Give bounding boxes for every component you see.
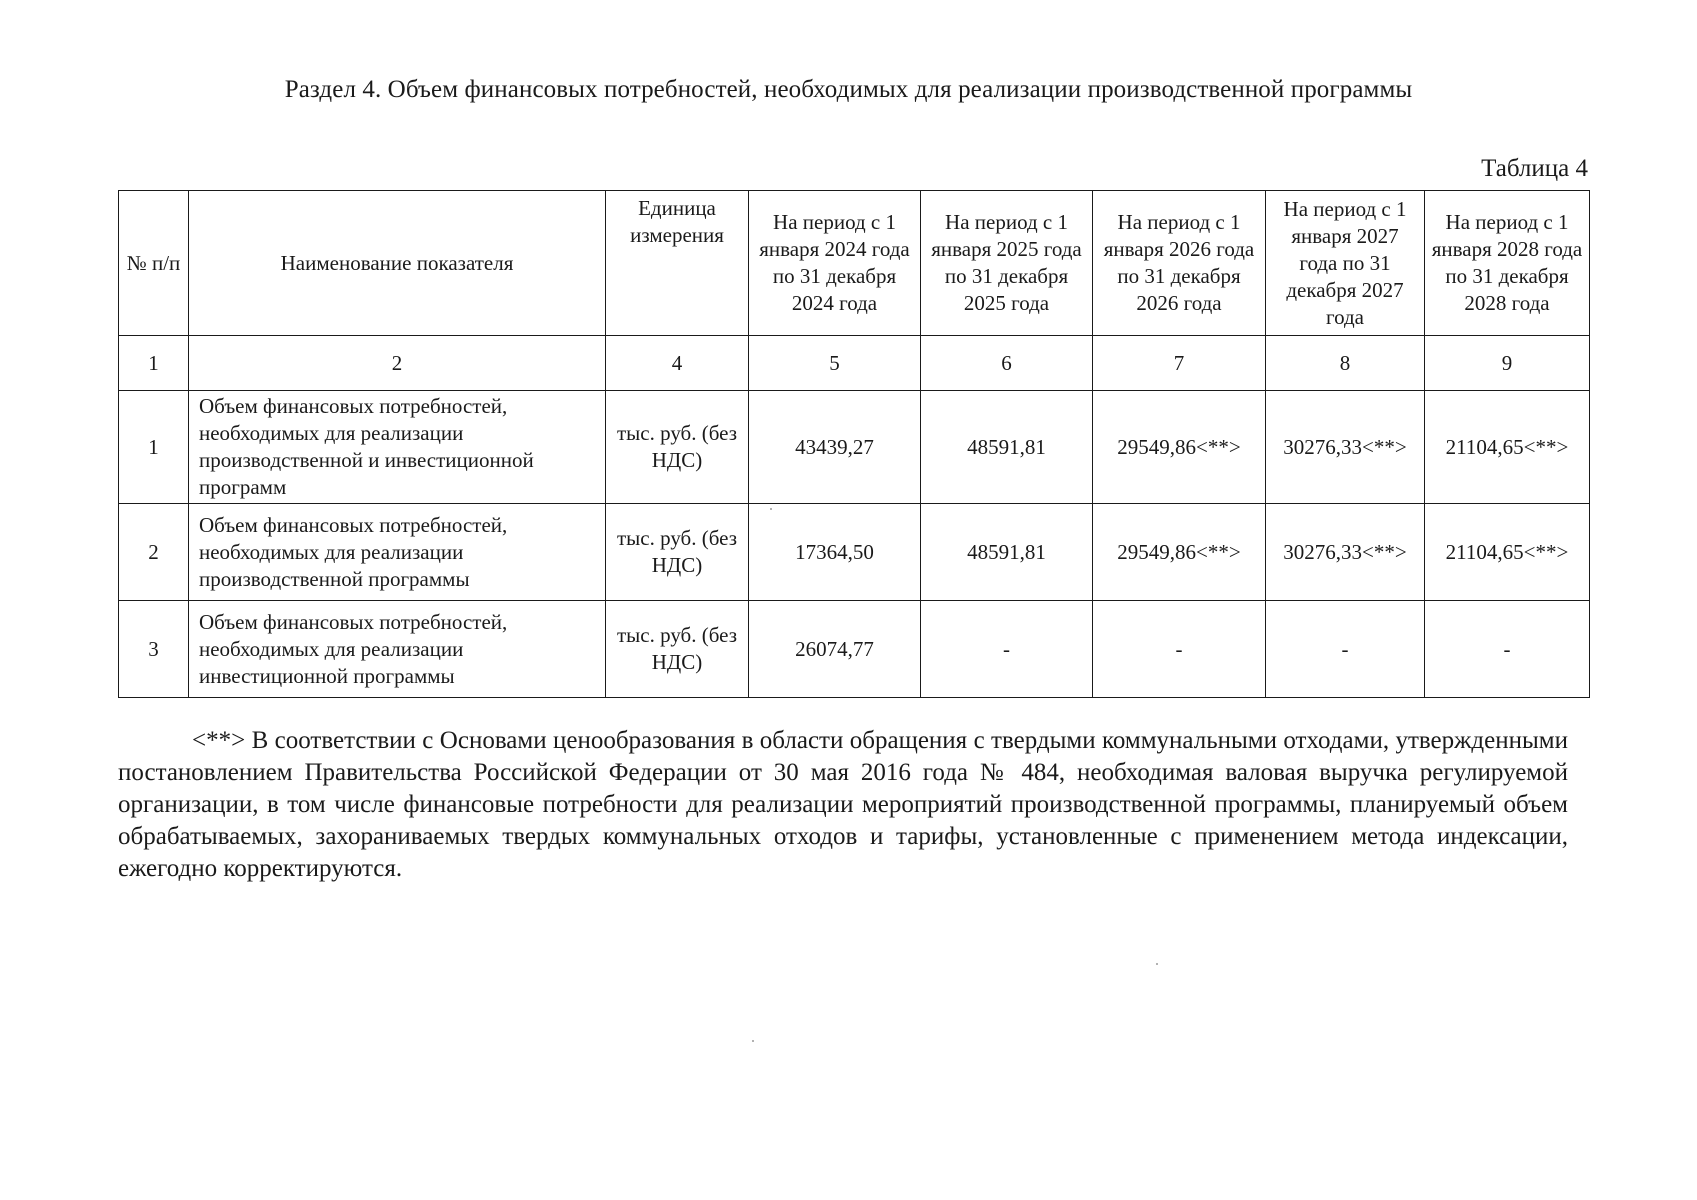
column-number: 7 bbox=[1093, 336, 1266, 391]
row-num: 1 bbox=[119, 391, 189, 504]
column-number: 9 bbox=[1425, 336, 1590, 391]
row-value-2028: - bbox=[1425, 601, 1590, 698]
section-title: Раздел 4. Объем финансовых потребностей, необходимых для реализации производственной программы bbox=[284, 76, 1413, 103]
table-row bbox=[119, 504, 1590, 601]
header-period-2025: На период с 1 января 2025 года по 31 декабря 2025 года bbox=[921, 191, 1093, 336]
header-period-2024: На период с 1 января 2024 года по 31 декабря 2024 года bbox=[749, 191, 921, 336]
table-caption: Таблица 4 bbox=[1481, 155, 1588, 182]
row-value-2025: 48591,81 bbox=[921, 504, 1093, 601]
table-row bbox=[119, 391, 1590, 504]
row-value-2026: 29549,86<**> bbox=[1093, 391, 1266, 504]
column-number: 8 bbox=[1266, 336, 1425, 391]
scan-speck bbox=[1156, 963, 1158, 965]
column-numbers-row bbox=[119, 336, 1590, 391]
row-value-2024: 17364,50 bbox=[749, 504, 921, 601]
header-num: № п/п bbox=[119, 191, 189, 336]
table-header-row bbox=[119, 191, 1590, 336]
row-value-2026: - bbox=[1093, 601, 1266, 698]
row-num: 2 bbox=[119, 504, 189, 601]
scan-speck bbox=[770, 508, 772, 510]
column-number: 2 bbox=[189, 336, 606, 391]
row-value-2028: 21104,65<**> bbox=[1425, 504, 1590, 601]
row-name: Объем финансовых потребностей, необходимых для реализации инвестиционной программы bbox=[189, 601, 606, 698]
financial-needs-table bbox=[118, 190, 1590, 698]
row-value-2028: 21104,65<**> bbox=[1425, 391, 1590, 504]
row-name: Объем финансовых потребностей, необходимых для реализации производственной программы bbox=[189, 504, 606, 601]
table-row bbox=[119, 601, 1590, 698]
header-name: Наименование показателя bbox=[189, 191, 606, 336]
row-unit: тыс. руб. (без НДС) bbox=[606, 391, 749, 504]
row-value-2027: - bbox=[1266, 601, 1425, 698]
row-value-2025: 48591,81 bbox=[921, 391, 1093, 504]
row-num: 3 bbox=[119, 601, 189, 698]
footnote: <**> В соответствии с Основами ценообразования в области обращения с твердыми коммунальными отходами, утвержденными постановлением Правительства Российской Федерации от 30 мая 2016 года № 484, необходимая валовая выручка регулируемой организации, в том числе финансовые потребности для реализации мероприятий производственной программы, планируемый объем обрабатываемых, захораниваемых твердых коммунальных отходов и тарифы, установленные с применением метода индексации, ежегодно корректируются. bbox=[118, 727, 1568, 882]
scan-speck bbox=[752, 1040, 754, 1042]
column-number: 6 bbox=[921, 336, 1093, 391]
header-unit: Единица измерения bbox=[606, 191, 749, 336]
row-value-2025: - bbox=[921, 601, 1093, 698]
row-unit: тыс. руб. (без НДС) bbox=[606, 601, 749, 698]
row-value-2024: 26074,77 bbox=[749, 601, 921, 698]
column-number: 5 bbox=[749, 336, 921, 391]
column-number: 1 bbox=[119, 336, 189, 391]
column-number: 4 bbox=[606, 336, 749, 391]
row-unit: тыс. руб. (без НДС) bbox=[606, 504, 749, 601]
row-value-2024: 43439,27 bbox=[749, 391, 921, 504]
header-period-2026: На период с 1 января 2026 года по 31 декабря 2026 года bbox=[1093, 191, 1266, 336]
row-value-2027: 30276,33<**> bbox=[1266, 504, 1425, 601]
row-value-2027: 30276,33<**> bbox=[1266, 391, 1425, 504]
row-value-2026: 29549,86<**> bbox=[1093, 504, 1266, 601]
header-period-2028: На период с 1 января 2028 года по 31 декабря 2028 года bbox=[1425, 191, 1590, 336]
header-period-2027: На период с 1 января 2027 года по 31 декабря 2027 года bbox=[1266, 191, 1425, 336]
row-name: Объем финансовых потребностей, необходимых для реализации производственной и инвестиционной программ bbox=[189, 391, 606, 504]
